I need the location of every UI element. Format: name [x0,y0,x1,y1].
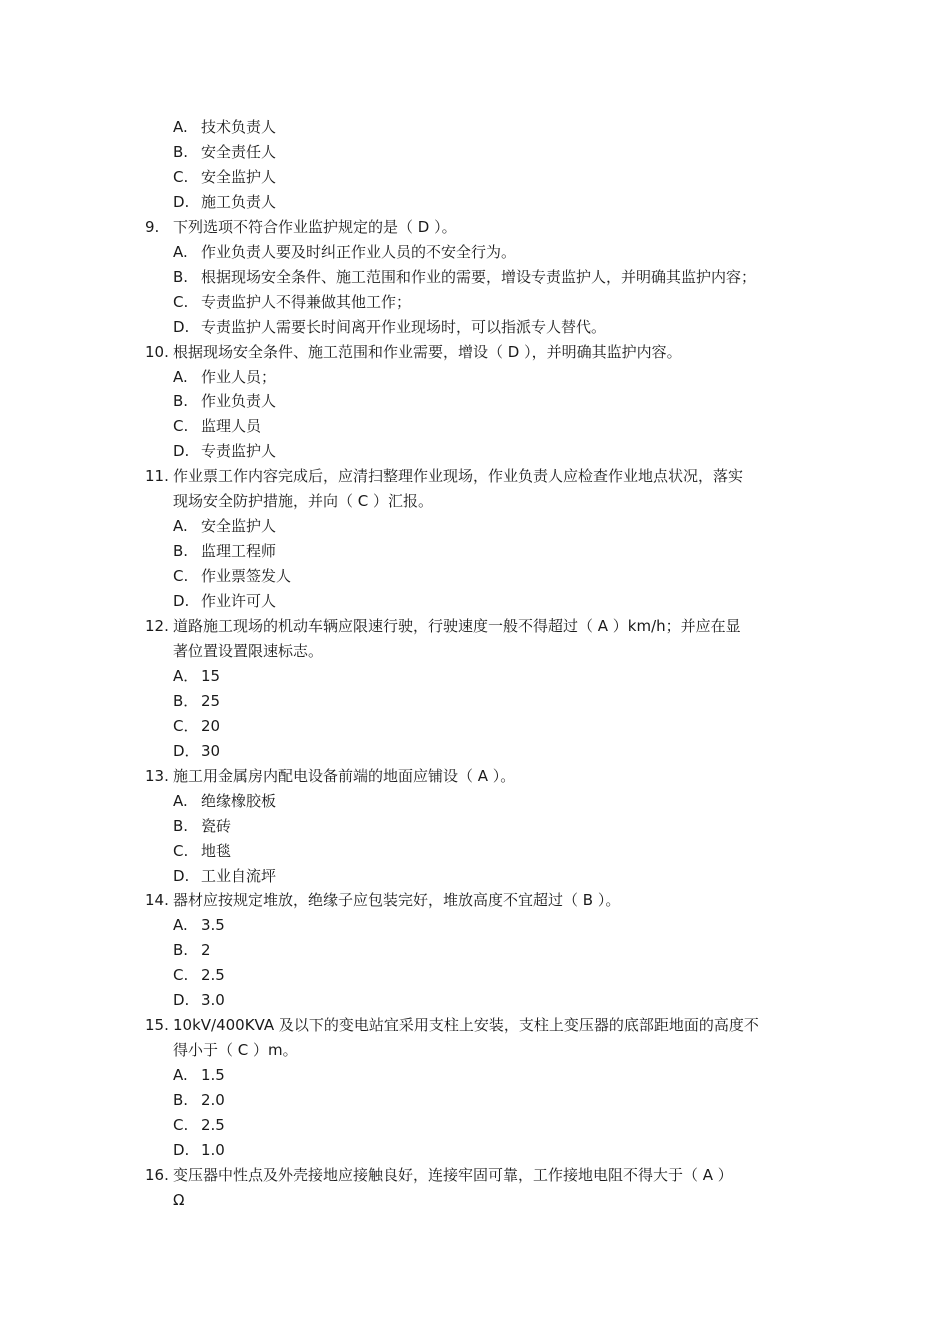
question-number: 11. [145,467,169,485]
question-number: 13. [145,767,169,785]
option-text: 1.5 [201,1066,225,1084]
question-text: 道路施工现场的机动车辆应限速行驶，行驶速度一般不得超过（ A ）km/h；并应在显 [173,617,741,635]
question-text-continuation: 著位置设置限速标志。 [173,642,324,660]
option-text: 作业负责人要及时纠正作业人员的不安全行为。 [201,243,517,261]
option-text: 2.0 [201,1091,225,1109]
option-letter: B. [173,268,189,286]
question-text: 根据现场安全条件、施工范围和作业需要，增设（ D ），并明确其监护内容。 [173,343,682,361]
option-letter: C. [173,168,189,186]
option-text: 技术负责人 [201,118,277,136]
option-text: 3.0 [201,991,225,1009]
option-letter: C. [173,293,189,311]
question-text: 10kV/400KVA 及以下的变电站宜采用支柱上安装，支柱上变压器的底部距地面的高度不 [173,1016,759,1034]
question-number: 10. [145,343,169,361]
option-text: 作业许可人 [201,592,277,610]
option-letter: D. [173,867,190,885]
question-number: 16. [145,1166,169,1184]
option-letter: A. [173,243,188,261]
option-letter: B. [173,817,189,835]
option-text: 安全责任人 [201,143,277,161]
option-text: 专责监护人需要长时间离开作业现场时，可以指派专人替代。 [201,318,607,336]
option-letter: B. [173,542,189,560]
option-letter: D. [173,318,190,336]
option-letter: D. [173,442,190,460]
option-letter: D. [173,592,190,610]
option-text: 专责监护人不得兼做其他工作； [201,293,412,311]
option-text: 施工负责人 [201,193,277,211]
question-number: 15. [145,1016,169,1034]
option-text: 30 [201,742,221,760]
option-text: 工业自流坪 [201,867,277,885]
option-letter: D． [173,742,200,760]
option-letter: D. [173,1141,190,1159]
question-text: 下列选项不符合作业监护规定的是（ D ）。 [173,218,457,236]
option-text: 作业票签发人 [201,567,292,585]
option-text: 1.0 [201,1141,225,1159]
question-text: 器材应按规定堆放，绝缘子应包装完好，堆放高度不宜超过（ B ）。 [173,891,621,909]
option-letter: B. [173,1091,189,1109]
option-letter: B． [173,692,199,710]
question-text-continuation: 现场安全防护措施，并向（ C ）汇报。 [173,492,434,510]
option-letter: D. [173,991,190,1009]
option-text: 根据现场安全条件、施工范围和作业的需要，增设专责监护人，并明确其监护内容； [201,268,757,286]
option-letter: A. [173,916,188,934]
option-letter: A． [173,667,199,685]
option-letter: C. [173,1116,189,1134]
option-letter: B. [173,941,189,959]
option-text: 15 [201,667,221,685]
option-text: 20 [201,717,221,735]
question-text-continuation: 得小于（ C ）m。 [173,1041,298,1059]
option-text: 监理人员 [201,417,262,435]
option-letter: C． [173,717,199,735]
option-text: 瓷砖 [201,817,232,835]
option-letter: A. [173,368,188,386]
option-text: 2.5 [201,966,225,984]
question-text: 施工用金属房内配电设备前端的地面应铺设（ A ）。 [173,767,516,785]
option-text: 25 [201,692,221,710]
option-letter: D. [173,193,190,211]
question-text: 作业票工作内容完成后，应清扫整理作业现场，作业负责人应检查作业地点状况，落实 [173,467,744,485]
option-text: 安全监护人 [201,168,277,186]
option-text: 绝缘橡胶板 [201,792,277,810]
option-letter: C. [173,567,189,585]
option-letter: A. [173,517,188,535]
option-text: 2.5 [201,1116,225,1134]
option-text: 作业人员； [201,368,277,386]
question-text-continuation: Ω [173,1191,185,1209]
option-text: 安全监护人 [201,517,277,535]
option-letter: C. [173,842,189,860]
option-letter: C. [173,966,189,984]
option-text: 3.5 [201,916,225,934]
option-letter: A. [173,118,188,136]
option-letter: C. [173,417,189,435]
option-text: 监理工程师 [201,542,277,560]
question-text: 变压器中性点及外壳接地应接触良好，连接牢固可靠，工作接地电阻不得大于（ A ） [173,1166,733,1184]
option-letter: B. [173,392,189,410]
question-number: 14. [145,891,169,909]
option-letter: B. [173,143,189,161]
option-text: 2 [201,941,211,959]
question-number: 9. [145,218,160,236]
option-text: 专责监护人 [201,442,277,460]
option-text: 地毯 [201,842,232,860]
question-number: 12. [145,617,169,635]
option-text: 作业负责人 [201,392,277,410]
option-letter: A. [173,792,188,810]
option-letter: A. [173,1066,188,1084]
